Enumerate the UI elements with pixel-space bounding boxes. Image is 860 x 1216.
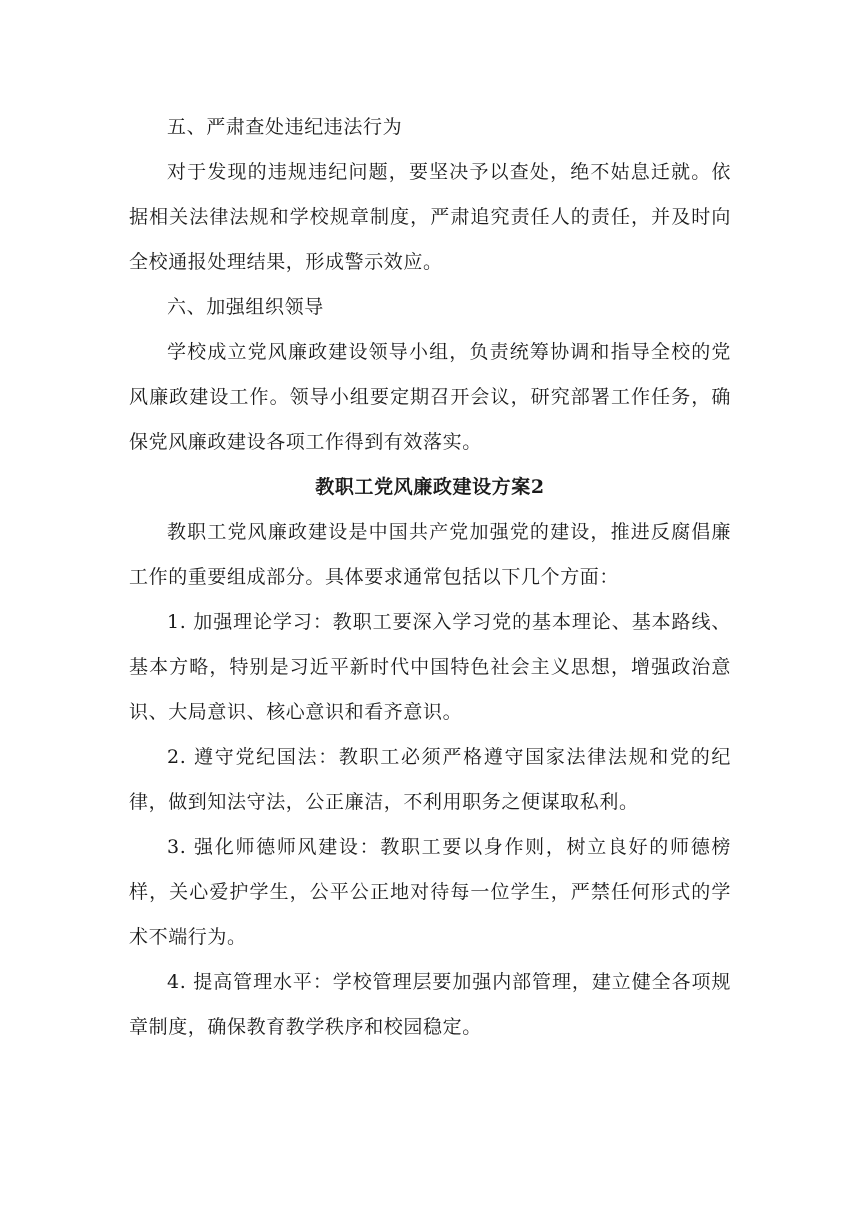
list-item: 2. 遵守党纪国法：教职工必须严格遵守国家法律法规和党的纪律，做到知法守法，公正廉洁，不利用职务之便谋取私利。 (129, 746, 731, 813)
section-six-body: 学校成立党风廉政建设领导小组，负责统筹协调和指导全校的党风廉政建设工作。领导小组要定期召开会议，研究部署工作任务，确保党风廉政建设各项工作得到有效落实。 (129, 341, 731, 453)
section-five-title: 五、严肃查处违纪违法行为 (167, 116, 403, 138)
list-item: 4. 提高管理水平：学校管理层要加强内部管理，建立健全各项规章制度，确保教育教学秩序和校园稳定。 (129, 971, 731, 1038)
section-six-title: 六、加强组织领导 (167, 296, 324, 318)
intro-paragraph: 教职工党风廉政建设是中国共产党加强党的建设，推进反腐倡廉工作的重要组成部分。具体要求通常包括以下几个方面： (129, 521, 731, 588)
document-title: 教职工党风廉政建设方案2 (315, 476, 545, 498)
section-five-body: 对于发现的违规违纪问题，要坚决予以查处，绝不姑息迁就。依据相关法律法规和学校规章制度，严肃追究责任人的责任，并及时向全校通报处理结果，形成警示效应。 (129, 161, 731, 273)
list-item: 1. 加强理论学习：教职工要深入学习党的基本理论、基本路线、基本方略，特别是习近平新时代中国特色社会主义思想，增强政治意识、大局意识、核心意识和看齐意识。 (129, 611, 731, 723)
list-item: 3. 强化师德师风建设：教职工要以身作则，树立良好的师德榜样，关心爱护学生，公平公正地对待每一位学生，严禁任何形式的学术不端行为。 (129, 836, 731, 948)
